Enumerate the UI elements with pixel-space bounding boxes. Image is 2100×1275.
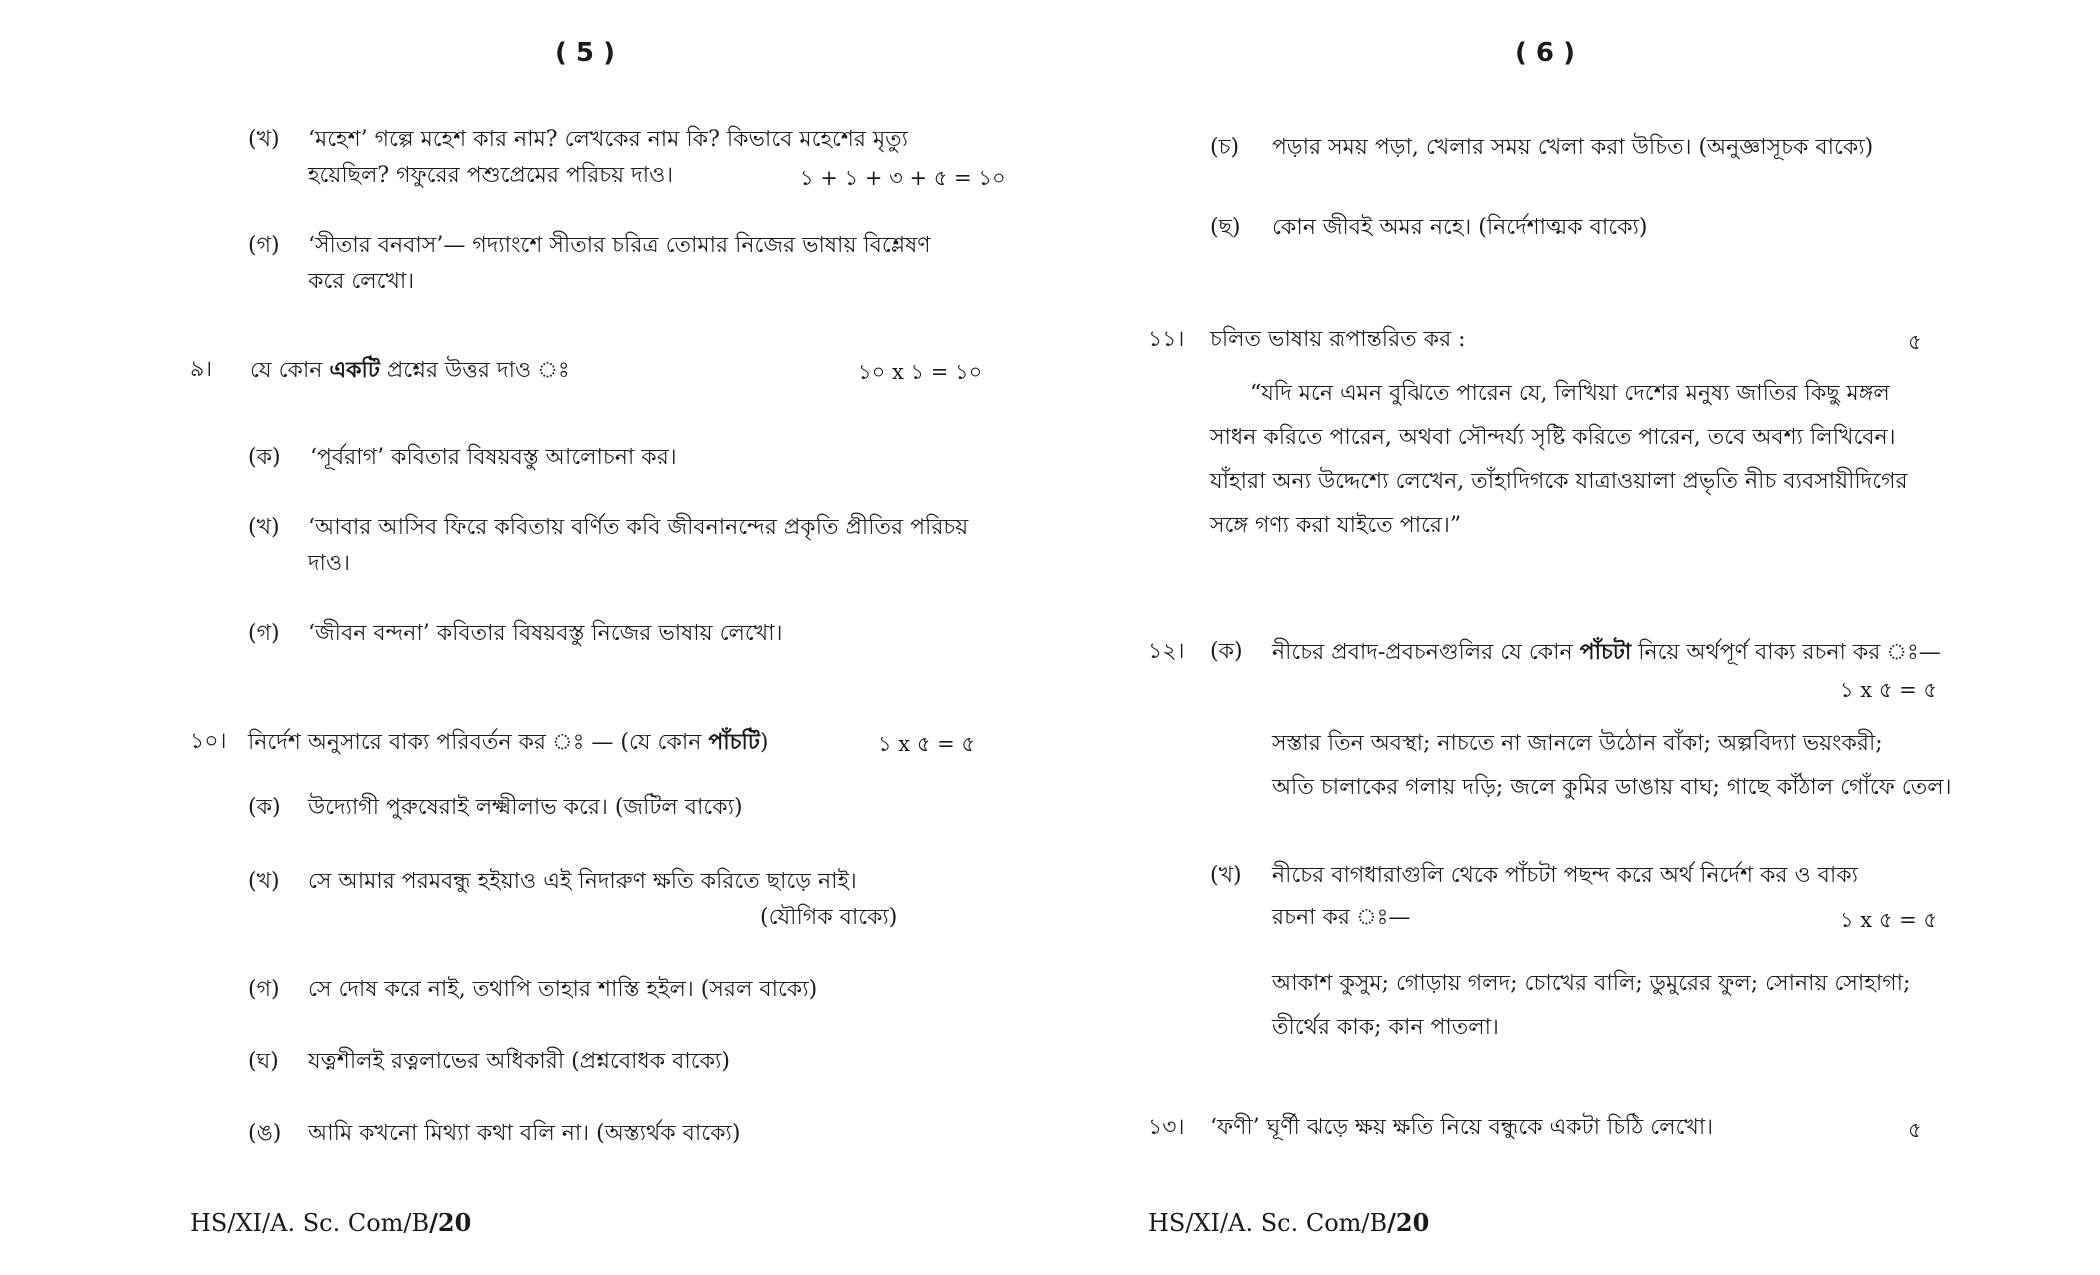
footer-code: HS/XI/A. Sc. Com/B/20: [190, 1208, 472, 1237]
q12-kha-marks: ১ x ৫ = ৫: [1840, 908, 1938, 932]
q10-gha-text: যত্নশীলই রত্নলাভের অধিকারী (প্রশ্নবোধক বাক্যে): [308, 1049, 730, 1074]
q10-kha-line1: সে আমার পরমবন্ধু হইয়াও এই নিদারুণ ক্ষতি করিতে ছাড়ে নাই।: [308, 869, 857, 894]
q9-ga-label: (গ): [248, 621, 280, 646]
q12-kha-line2: রচনা কর ঃ—: [1272, 905, 1411, 930]
q11-passage-line: সঙ্গে গণ্য করা যাইতে পারে।”: [1210, 513, 1462, 538]
q9-ka-text: ‘পূর্বরাগ’ কবিতার বিষয়বস্তু আলোচনা কর।: [310, 445, 677, 470]
q12-ka-label: (ক): [1210, 639, 1243, 664]
q12-kha-label: (খ): [1210, 863, 1242, 888]
q11-passage-line: সাধন করিতে পারেন, অথবা সৌন্দর্য্য সৃষ্টি করিতে পারেন, তবে অবশ্য লিখিবেন।: [1210, 425, 1896, 450]
q10-kha-line2: (যৌগিক বাক্যে): [760, 905, 898, 930]
q10-ka-text: উদ্যোগী পুরুষেরাই লক্ষ্মীলাভ করে। (জটিল বাক্যে): [308, 795, 743, 820]
q10-cha-text: পড়ার সময় পড়া, খেলার সময় খেলা করা উচিত। (অনুজ্ঞাসূচক বাক্যে): [1272, 135, 1874, 160]
q13-number: ১৩।: [1148, 1115, 1185, 1140]
page-number: ( 5 ): [555, 38, 615, 68]
q8-ga-label: (গ): [248, 233, 280, 258]
q10-uma-label: (ঙ): [248, 1121, 282, 1146]
q10-chha-text: কোন জীবই অমর নহে। (নির্দেশাত্মক বাক্যে): [1272, 215, 1648, 240]
q12-ka-text: নীচের প্রবাদ-প্রবচনগুলির যে কোন পাঁচটা নিয়ে অর্থপূর্ণ বাক্য রচনা কর ঃ—: [1272, 639, 1941, 665]
q11-passage-line: “যদি মনে এমন বুঝিতে পারেন যে, লিখিয়া দেশের মনুষ্য জাতির কিছু মঙ্গল: [1250, 381, 1890, 406]
q11-passage-line: যাঁহারা অন্য উদ্দেশ্যে লেখেন, তাঁহাদিগকে যাত্রাওয়ালা প্রভৃতি নীচ ব্যবসায়ীদিগের: [1210, 469, 1908, 494]
q13-text: ‘ফণী’ ঘূর্ণী ঝড়ে ক্ষয় ক্ষতি নিয়ে বন্ধুকে একটা চিঠি লেখো।: [1210, 1115, 1714, 1140]
q10-ka-label: (ক): [248, 795, 281, 820]
page-6: [1050, 0, 2100, 1275]
page-number: ( 6 ): [1515, 38, 1575, 68]
q10-cha-label: (চ): [1210, 135, 1240, 160]
q10-chha-label: (ছ): [1210, 215, 1241, 240]
q9-text: যে কোন একটি প্রশ্নের উত্তর দাও ঃ: [250, 357, 570, 383]
q9-kha-line1: ‘আবার আসিব ফিরে কবিতায় বর্ণিত কবি জীবনানন্দের প্রকৃতি প্রীতির পরিচয়: [308, 515, 969, 540]
q9-ga-text: ‘জীবন বন্দনা’ কবিতার বিষয়বস্তু নিজের ভাষায় লেখো।: [308, 621, 783, 646]
q8-kha-line2: হয়েছিল? গফুরের পশুপ্রেমের পরিচয় দাও।: [308, 163, 674, 188]
footer-code: HS/XI/A. Sc. Com/B/20: [1148, 1208, 1430, 1237]
q10-number: ১০।: [190, 729, 227, 754]
q9-marks: ১০ x ১ = ১০: [858, 360, 983, 384]
q11-text: চলিত ভাষায় রূপান্তরিত কর :: [1210, 327, 1466, 352]
q8-ga-line2: করে লেখো।: [308, 269, 415, 294]
q12-ka-marks: ১ x ৫ = ৫: [1840, 678, 1938, 702]
q10-marks: ১ x ৫ = ৫: [878, 732, 976, 756]
q12-number: ১২।: [1148, 639, 1185, 664]
q10-ga-label: (গ): [248, 977, 280, 1002]
q10-uma-text: আমি কখনো মিথ্যা কথা বলি না। (অস্ত্যর্থক বাক্যে): [308, 1121, 741, 1146]
q10-ga-text: সে দোষ করে নাই, তথাপি তাহার শাস্তি হইল। (সরল বাক্যে): [308, 977, 818, 1002]
q9-kha-label: (খ): [248, 515, 280, 540]
q10-text: নির্দেশ অনুসারে বাক্য পরিবর্তন কর ঃ — (যে কোন পাঁচটি): [248, 729, 769, 755]
q12-kha-line1: নীচের বাগধারাগুলি থেকে পাঁচটা পছন্দ করে অর্থ নির্দেশ কর ও বাক্য: [1272, 863, 1859, 888]
q11-number: ১১।: [1148, 327, 1185, 352]
q12-kha-list-line2: তীর্থের কাক; কান পাতলা।: [1272, 1015, 1499, 1040]
q12-ka-list-line2: অতি চালাকের গলায় দড়ি; জলে কুমির ডাঙায় বাঘ; গাছে কাঁঠাল গোঁফে তেল।: [1272, 775, 1952, 800]
q8-kha-marks: ১ + ১ + ৩ + ৫ = ১০: [800, 166, 1006, 190]
q10-kha-label: (খ): [248, 869, 280, 894]
q9-kha-line2: দাও।: [308, 551, 350, 576]
q9-ka-label: (ক): [248, 445, 281, 470]
q10-gha-label: (ঘ): [248, 1049, 279, 1074]
q9-number: ৯।: [190, 357, 213, 382]
q11-marks: ৫: [1908, 330, 1922, 354]
q8-kha-line1: ‘মহেশ’ গল্পে মহেশ কার নাম? লেখকের নাম কি? কিভাবে মহেশের মৃত্যু: [308, 127, 909, 152]
q12-ka-list-line1: সস্তার তিন অবস্থা; নাচতে না জানলে উঠোন বাঁকা; অল্পবিদ্যা ভয়ংকরী;: [1272, 731, 1883, 756]
q8-kha-label: (খ): [248, 127, 280, 152]
q8-ga-line1: ‘সীতার বনবাস’— গদ্যাংশে সীতার চরিত্র তোমার নিজের ভাষায় বিশ্লেষণ: [308, 233, 931, 258]
q12-kha-list-line1: আকাশ কুসুম; গোড়ায় গলদ; চোখের বালি; ডুমুরের ফুল; সোনায় সোহাগা;: [1272, 971, 1911, 996]
q13-marks: ৫: [1908, 1118, 1922, 1142]
